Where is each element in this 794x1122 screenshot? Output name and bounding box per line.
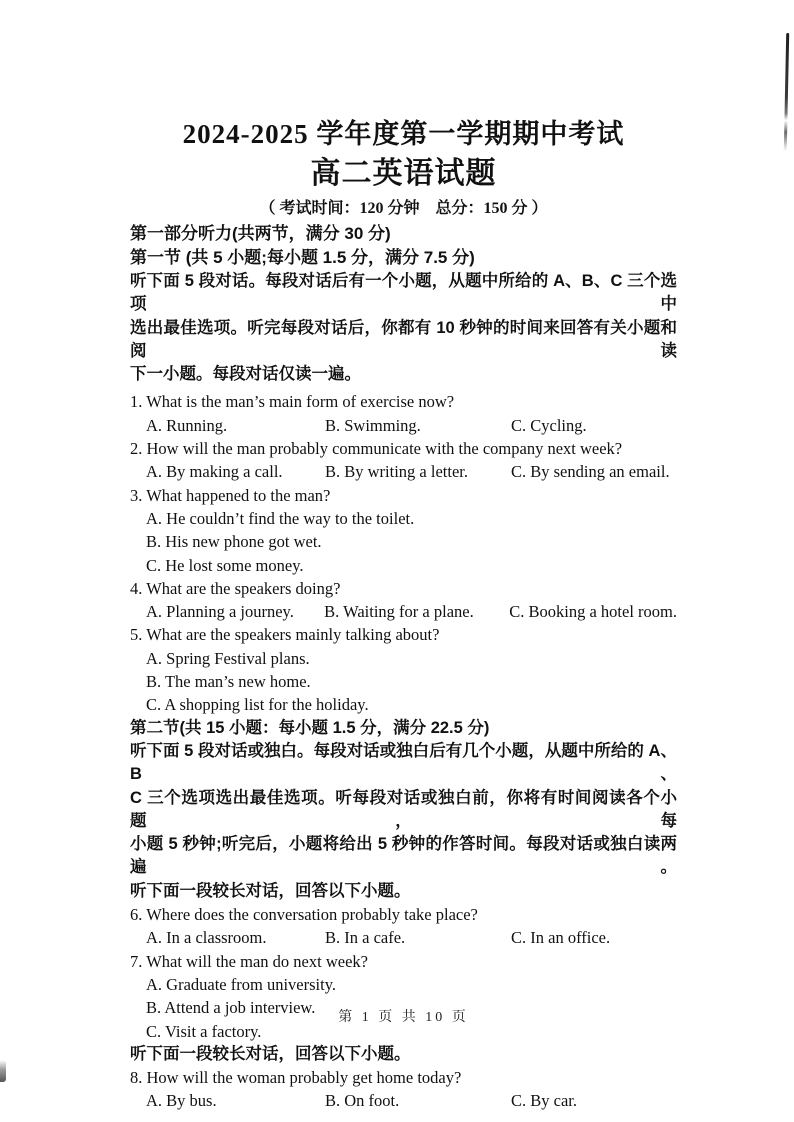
question-1-option-a: A. Running. xyxy=(146,415,228,435)
question-4-options xyxy=(130,600,677,623)
question-7-option-a: A. Graduate from university. xyxy=(146,974,336,994)
section1-heading: 第一节 (共 5 小题;每小题 1.5 分，满分 7.5 分) xyxy=(130,248,475,267)
section2-instructions-line2: C 三个选项选出最佳选项。听每段对话或独白前，你将有时间阅读各个小题，每 xyxy=(130,788,677,830)
question-4-option-c: C. Booking a hotel room. xyxy=(509,602,677,622)
question-3-option-b: B. His new phone got wet. xyxy=(146,532,322,552)
question-6-text: 6. Where does the conversation probably take place? xyxy=(130,905,478,925)
question-6-option-c: C. In an office. xyxy=(511,928,611,948)
page-footer: 第 1 页 共 10 页 xyxy=(338,1010,469,1025)
scan-smudge-artifact xyxy=(0,1060,6,1082)
question-1-option-c: C. Cycling. xyxy=(511,415,587,435)
question-7-text: 7. What will the man do next week? xyxy=(130,951,368,971)
question-4-option-b: B. Waiting for a plane. xyxy=(324,602,474,622)
question-2-option-a: A. By making a call. xyxy=(146,462,283,482)
question-4-option-a: A. Planning a journey. xyxy=(146,602,294,622)
question-3-option-a: A. He couldn’t find the way to the toilet. xyxy=(146,508,415,528)
document-content xyxy=(130,116,677,1113)
question-6-option-a: A. In a classroom. xyxy=(146,928,267,948)
question-8-option-b: B. On foot. xyxy=(325,1091,400,1111)
question-6-option-b: B. In a cafe. xyxy=(325,928,406,948)
question-5-option-b: B. The man’s new home. xyxy=(146,672,311,692)
exam-title-line2: 高二英语试题 xyxy=(310,157,497,190)
dialogue-2-intro: 听下面一段较长对话，回答以下小题。 xyxy=(130,1044,411,1063)
scan-line-artifact xyxy=(784,33,789,151)
question-3-option-c: C. He lost some money. xyxy=(146,555,304,575)
section2-instructions-line3: 小题 5 秒钟;听完后，小题将给出 5 秒钟的作答时间。每段对话或独白读两遍。 xyxy=(130,835,677,877)
exam-info: （ 考试时间：120 分钟 总分：150 分 ） xyxy=(259,200,548,217)
question-8-options xyxy=(130,1089,677,1112)
question-2-option-b: B. By writing a letter. xyxy=(325,462,468,482)
exam-title-line1: 2024-2025 学年度第一学期期中考试 xyxy=(182,119,625,149)
dialogue-1-intro: 听下面一段较长对话，回答以下小题。 xyxy=(130,881,411,900)
question-4-text: 4. What are the speakers doing? xyxy=(130,578,341,598)
question-2-option-c: C. By sending an email. xyxy=(511,462,670,482)
question-7-option-b: B. Attend a job interview. xyxy=(146,998,316,1018)
question-8-option-a: A. By bus. xyxy=(146,1091,217,1111)
section2-heading: 第二节(共 15 小题：每小题 1.5 分，满分 22.5 分) xyxy=(130,718,490,737)
question-2-options xyxy=(130,460,677,483)
exam-body xyxy=(130,270,677,1113)
question-8-option-c: C. By car. xyxy=(511,1091,577,1111)
question-5-option-c: C. A shopping list for the holiday. xyxy=(146,695,369,715)
question-5-text: 5. What are the speakers mainly talking about? xyxy=(130,625,440,645)
section1-instructions-line3: 下一小题。每段对话仅读一遍。 xyxy=(130,365,361,384)
question-1-option-b: B. Swimming. xyxy=(325,415,421,435)
question-2-text: 2. How will the man probably communicate with the company next week? xyxy=(130,439,623,459)
section2-instructions-line1: 听下面 5 段对话或独白。每段对话或独白后有几个小题，从题中所给的 A、B、 xyxy=(130,741,677,784)
part1-heading: 第一部分听力(共两节，满分 30 分) xyxy=(130,224,391,243)
question-3-text: 3. What happened to the man? xyxy=(130,485,331,505)
question-1-options xyxy=(130,414,677,437)
question-6-options xyxy=(130,926,677,949)
question-5-option-a: A. Spring Festival plans. xyxy=(146,648,310,668)
question-8-text: 8. How will the woman probably get home today? xyxy=(130,1068,462,1088)
section1-instructions-line2: 选出最佳选项。听完每段对话后，你都有 10 秒钟的时间来回答有关小题和阅读 xyxy=(130,318,677,360)
question-7-option-c: C. Visit a factory. xyxy=(146,1021,262,1041)
question-1-text: 1. What is the man’s main form of exercise now? xyxy=(130,392,455,412)
section1-instructions-line1: 听下面 5 段对话。每段对话后有一个小题，从题中所给的 A、B、C 三个选项中 xyxy=(130,272,677,314)
